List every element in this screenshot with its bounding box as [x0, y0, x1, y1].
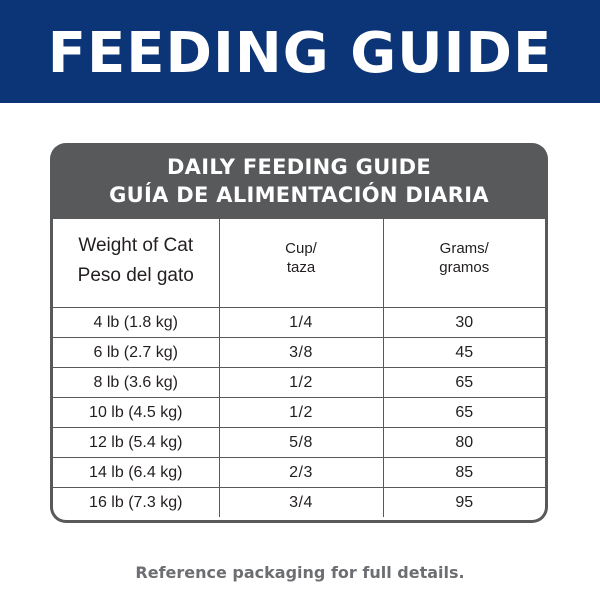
cup-header-spanish: taza [286, 259, 316, 276]
cup-cell: 2/3 [219, 458, 383, 488]
grams-cell: 80 [383, 428, 545, 458]
weight-header-english: Weight of Cat [78, 235, 194, 256]
weight-cell: 12 lb (5.4 kg) [53, 428, 219, 458]
cup-column-header [219, 219, 383, 308]
grams-header-english: Grams/ [439, 240, 489, 257]
weight-cell: 4 lb (1.8 kg) [53, 308, 219, 338]
weight-header-spanish: Peso del gato [77, 265, 194, 286]
table-row [53, 428, 545, 458]
weight-cell: 10 lb (4.5 kg) [53, 398, 219, 428]
card-header [50, 143, 548, 219]
cup-cell: 5/8 [219, 428, 383, 458]
cup-cell: 1/2 [219, 398, 383, 428]
cup-cell: 1/4 [219, 308, 383, 338]
table-row [53, 488, 545, 518]
card-title-spanish: GUÍA DE ALIMENTACIÓN DIARIA [109, 183, 489, 207]
grams-cell: 30 [383, 308, 545, 338]
cup-cell: 3/8 [219, 338, 383, 368]
grams-cell: 65 [383, 368, 545, 398]
grams-cell: 65 [383, 398, 545, 428]
feeding-guide-banner [0, 0, 600, 103]
cup-header-english: Cup/ [285, 240, 317, 257]
grams-cell: 45 [383, 338, 545, 368]
weight-column-header [53, 219, 219, 308]
weight-cell: 14 lb (6.4 kg) [53, 458, 219, 488]
table-row [53, 338, 545, 368]
weight-cell: 16 lb (7.3 kg) [53, 488, 219, 518]
weight-cell: 8 lb (3.6 kg) [53, 368, 219, 398]
feeding-table-container [53, 219, 545, 520]
table-header-row [53, 219, 545, 308]
daily-feeding-guide-card [50, 143, 548, 523]
table-row [53, 308, 545, 338]
footer-note: Reference packaging for full details. [135, 563, 465, 582]
weight-cell: 6 lb (2.7 kg) [53, 338, 219, 368]
card-title-english: DAILY FEEDING GUIDE [166, 155, 432, 179]
grams-cell: 95 [383, 488, 545, 518]
table-row [53, 368, 545, 398]
table-row [53, 458, 545, 488]
grams-column-header [383, 219, 545, 308]
table-row [53, 398, 545, 428]
grams-cell: 85 [383, 458, 545, 488]
cup-cell: 1/2 [219, 368, 383, 398]
cup-cell: 3/4 [219, 488, 383, 518]
grams-header-spanish: gramos [439, 259, 490, 276]
feeding-table [53, 219, 545, 517]
page-title: FEEDING GUIDE [47, 20, 553, 86]
